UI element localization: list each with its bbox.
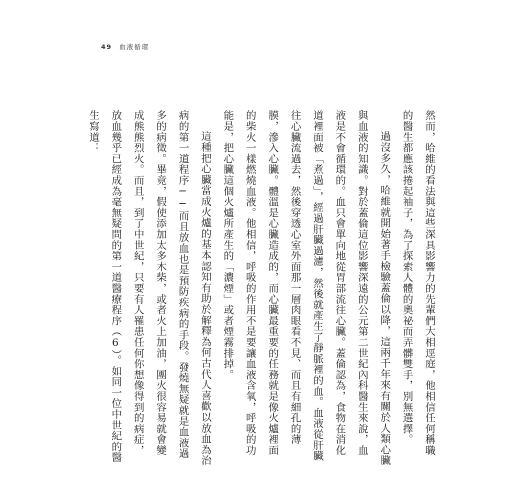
paragraph: 過沒多久，哈維就開始著手檢驗蓋倫以降，這兩千年來有關於人類心臟與血液的知識。對於蓋倫這位影響深遠的公元第二世紀內科醫生來說，血液是不會循環的。血只會單向地從胃部流往心臟。蓋倫認為，食物在消化道裡面被「煮過」，經過肝臟過濾，然後就產生了靜脈裡的血。血液從肝臟往心臟流過去，然後穿透心室外面那一層肉眼看不見、而且有細孔的薄膜，滲入心臟。體溫是心臟造成的，而心臟最重要的任務就是像火爐裡面的柴火一樣燃燒血液。他相信，呼吸的作用不是要讓血液含氧，呼吸的功能是，把心臟這個火爐所產生的「濃煙」或者煙霧排掉。	[221, 110, 391, 466]
page-header	[101, 42, 149, 51]
page-number: 49	[101, 43, 113, 51]
body-text	[86, 110, 440, 466]
paragraph: 這種把心臟當成火爐的基本認知有助於解釋為何古代人喜歡以放血為治病的第一道程序──而且放血也是預防疾病的手段。發燒無疑就是血液過多的病徵。畢竟，假使添加太多木柴，或者火上加油，團火很容易就會變成熊熊烈火。而且，到了中世紀，只要有人罹患任何你想像得到的病症，放血幾乎已經成為毫無疑問的第一道醫療程序（6）。如同一位中世紀的醫生寫道：	[86, 110, 211, 466]
paragraph: 然而，哈維的看法與這些深具影響力的先輩們大相逕庭，他相信任何稱職的醫生都應該捲起袖子，為了探索人體的奧祕而弄髒雙手，別無選擇。	[400, 110, 435, 456]
book-title: 血液循環	[119, 43, 150, 51]
